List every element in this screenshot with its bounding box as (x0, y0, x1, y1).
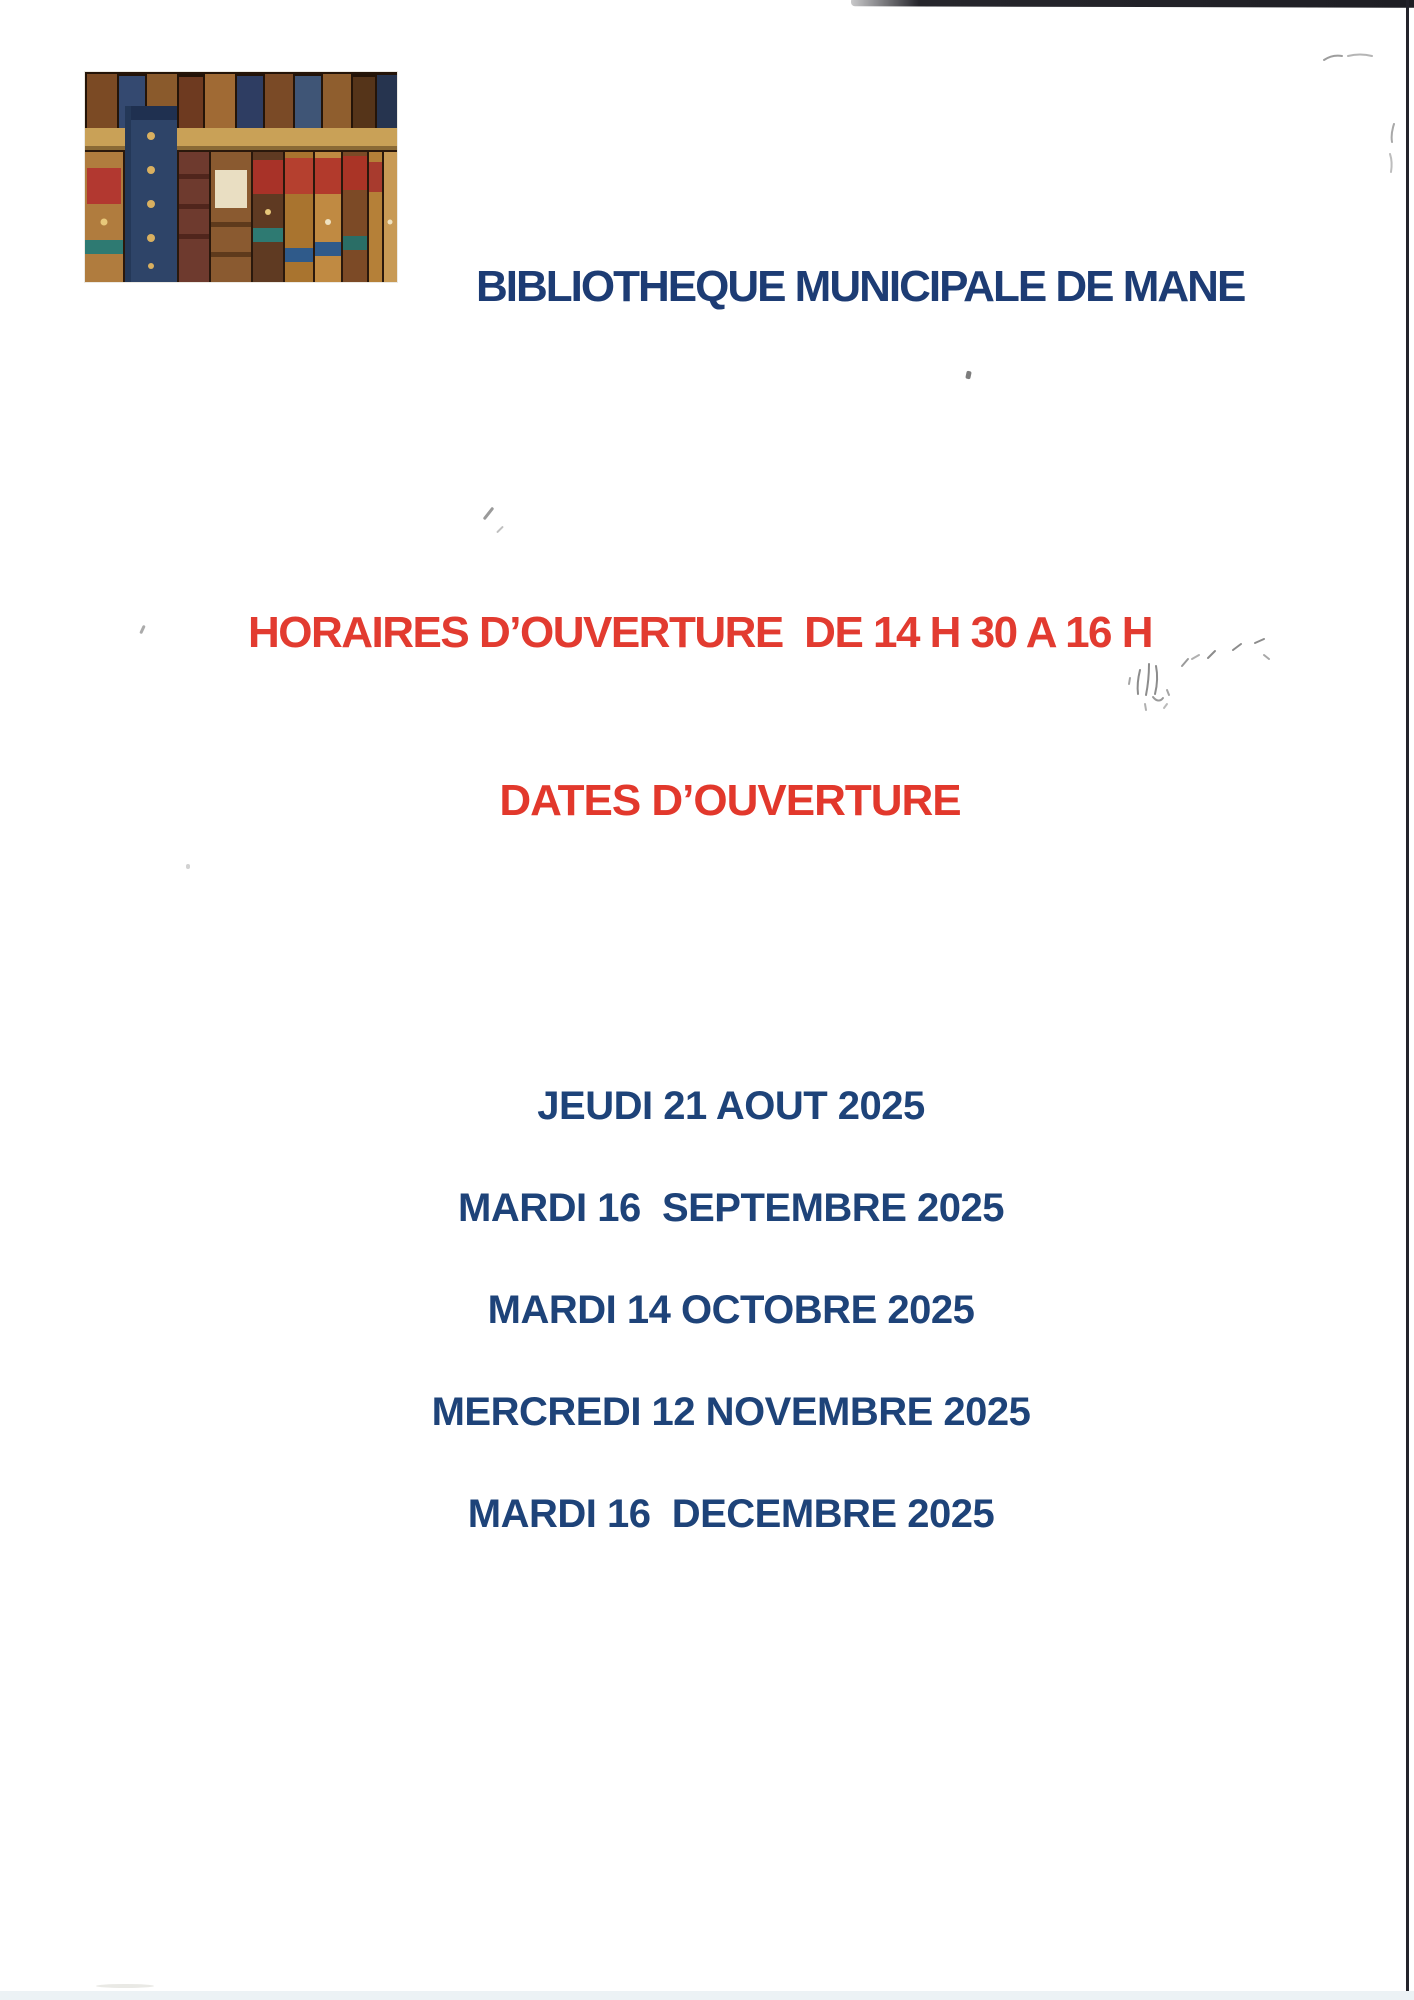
scan-edge-right (1406, 0, 1409, 2000)
date-line: MERCREDI 12 NOVEMBRE 2025 (431, 1390, 1031, 1434)
scan-speck (96, 1984, 154, 1988)
scan-artifact-edge-marks (1384, 120, 1406, 180)
date-line: MARDI 16 DECEMBRE 2025 (467, 1492, 995, 1536)
opening-dates-heading: DATES D’OUVERTURE (499, 776, 961, 825)
scan-artifact-corner-mark (1318, 46, 1378, 70)
scan-edge-bottom (0, 1991, 1414, 2000)
opening-dates-list (24, 1086, 1414, 1596)
date-line: MARDI 14 OCTOBRE 2025 (487, 1288, 975, 1332)
books-illustration (85, 72, 397, 282)
date-line: JEUDI 21 AOUT 2025 (537, 1084, 925, 1128)
scan-artifact-scribble (1112, 634, 1282, 719)
page-title: BIBLIOTHEQUE MUNICIPALE DE MANE (476, 262, 1245, 311)
opening-hours-heading: HORAIRES D’OUVERTURE DE 14 H 30 A 16 H (248, 608, 1153, 657)
scan-speck (139, 625, 146, 634)
scan-speck (483, 507, 495, 521)
date-line: MARDI 16 SEPTEMBRE 2025 (458, 1186, 1004, 1230)
scan-speck (965, 371, 972, 380)
scan-speck (186, 864, 190, 869)
scan-edge-top (851, 0, 1414, 8)
library-books-photo (85, 72, 397, 282)
scan-speck (496, 526, 504, 534)
